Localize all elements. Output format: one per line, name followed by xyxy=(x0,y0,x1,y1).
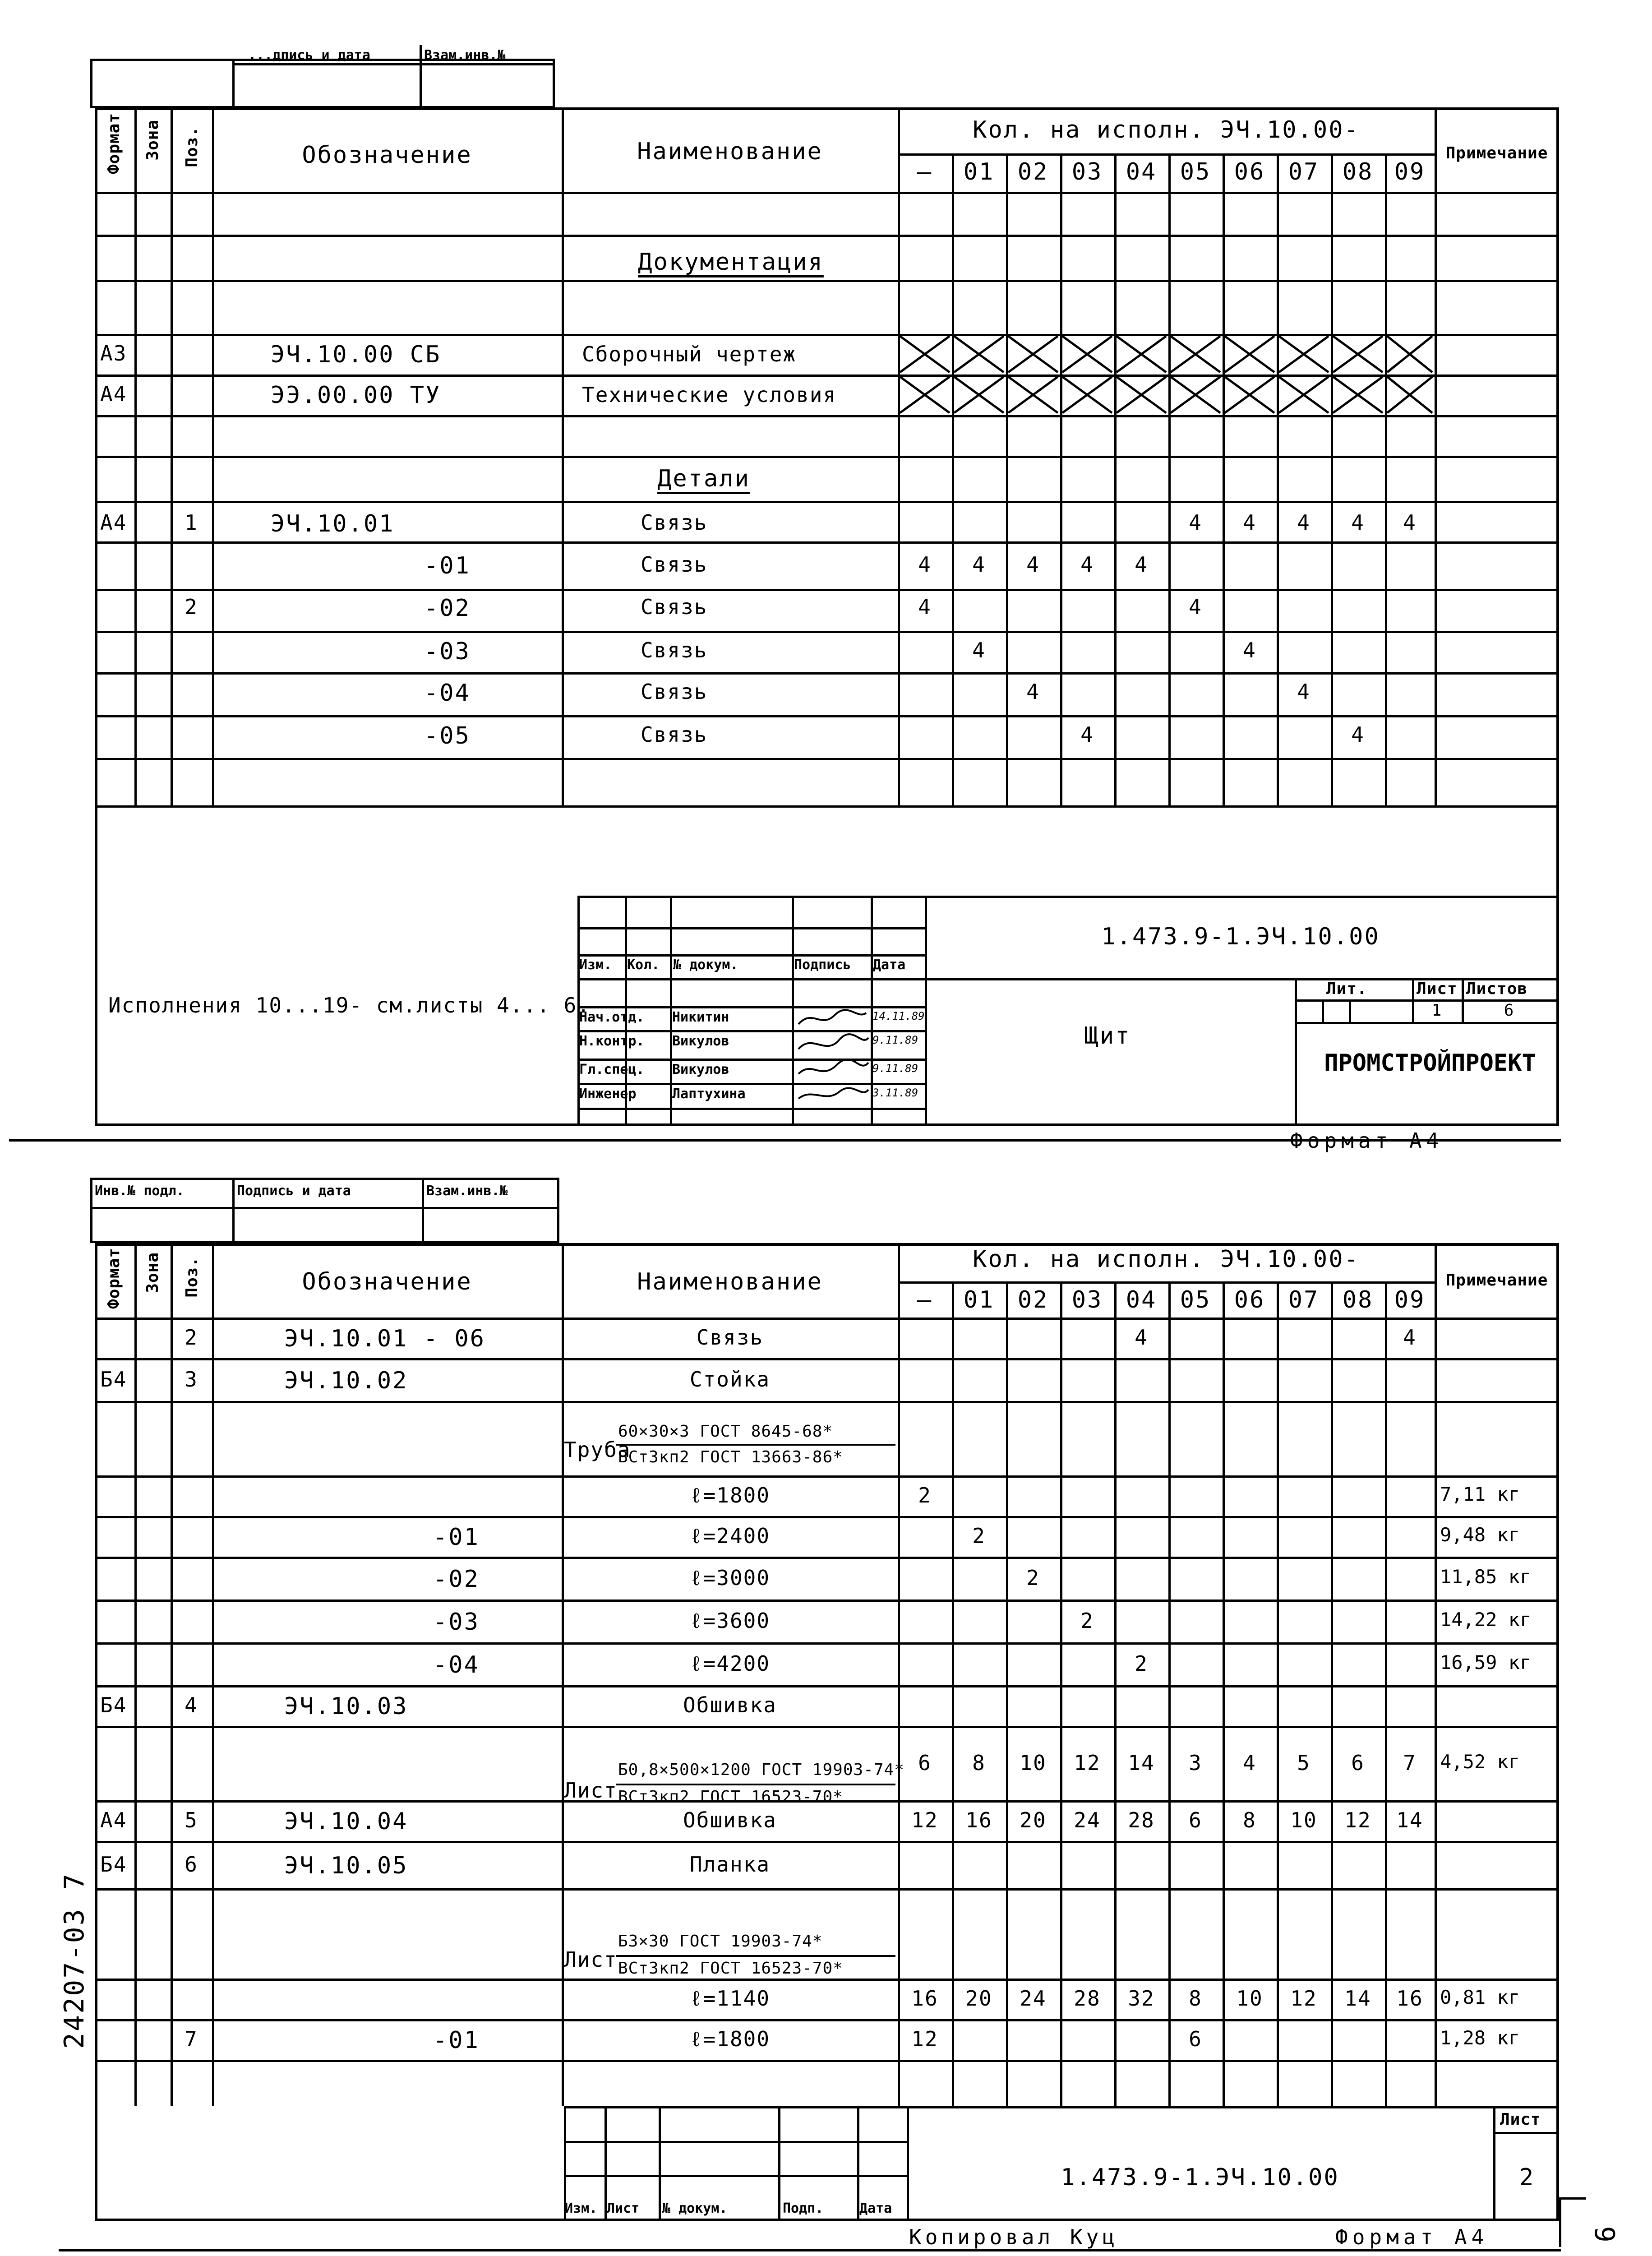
variant-header: 09 xyxy=(1394,1286,1426,1313)
row-name: Стойка xyxy=(689,1367,771,1392)
qty-cell: 10 xyxy=(1020,1751,1047,1775)
sheet1-variant-header: 05 xyxy=(1180,158,1211,185)
qty-cell: 16 xyxy=(965,1808,992,1832)
qty-cell: 3 xyxy=(1189,1751,1202,1775)
qty-cell: 4 xyxy=(972,552,986,577)
qty-cell: 20 xyxy=(1020,1808,1047,1832)
sign-date: 3.11.89 xyxy=(872,1086,918,1099)
qty-cell: 4 xyxy=(1135,1325,1148,1350)
row-position: 2 xyxy=(185,595,198,619)
sheet2-stamp-podpis-data: Подпись и дата xyxy=(237,1183,351,1199)
qty-cell: 10 xyxy=(1290,1808,1317,1832)
qty-cell: 8 xyxy=(1243,1808,1256,1832)
sheet1-lit-label: Лит. xyxy=(1326,980,1367,998)
row-name: Обшивка xyxy=(683,1808,777,1832)
sheet2-list-label: Лист xyxy=(1500,2110,1541,2129)
sheet1-stamp-podpis-data: ...дпись и дата xyxy=(248,47,370,63)
qty-cell: 28 xyxy=(1128,1808,1155,1832)
row-name: ℓ=3000 xyxy=(689,1566,771,1590)
margin-code: 24207-03 7 xyxy=(59,1872,90,2049)
sheet1-org-name: ПРОМСТРОЙПРОЕКТ xyxy=(1324,1049,1536,1077)
variant-header: 04 xyxy=(1126,1286,1157,1313)
row-position: 3 xyxy=(185,1367,198,1392)
sheet2-hdr-oboznachenie: Обозначение xyxy=(302,1268,472,1295)
qty-cell: 24 xyxy=(1020,1986,1047,2011)
sheet2-truba-num: 60×30×3 ГОСТ 8645-68* xyxy=(618,1422,833,1441)
sheet1-variant-header: 01 xyxy=(963,158,995,185)
sheet1-hdr-format: Формат xyxy=(105,113,123,175)
sheet1-tb-hdr-izm: Изм. xyxy=(579,957,612,973)
row-name: Связь xyxy=(641,595,708,619)
qty-cell: 2 xyxy=(972,1524,986,1548)
sheet2-hdr-kol: Кол. на исполн. ЭЧ.10.00- xyxy=(973,1246,1360,1273)
sheet2-list-obsh-num: Б0,8×500×1200 ГОСТ 19903-74* xyxy=(618,1761,904,1779)
qty-cell: 10 xyxy=(1236,1986,1263,2011)
row-code: -05 xyxy=(424,722,471,749)
sheet2-stamp-vzam-inv: Взам.инв.№ xyxy=(426,1183,508,1199)
row-format: Б4 xyxy=(100,1693,127,1717)
signer-role: Нач.отд. xyxy=(579,1009,645,1025)
signer-name: Викулов xyxy=(672,1062,729,1077)
qty-cell: 4 xyxy=(1080,722,1094,747)
row-code: -03 xyxy=(424,638,471,665)
sign-date: 14.11.89 xyxy=(872,1010,925,1022)
sheet1-list-value: 1 xyxy=(1431,1001,1442,1020)
qty-cell: 4 xyxy=(1351,510,1365,535)
qty-cell: 8 xyxy=(972,1751,986,1775)
variant-header: 01 xyxy=(963,1286,995,1313)
qty-cell: 14 xyxy=(1128,1751,1155,1775)
qty-cell: 2 xyxy=(1135,1651,1148,1676)
qty-cell: 4 xyxy=(1135,552,1148,577)
sheet2-tb-hdr-izm: Изм. xyxy=(565,2201,598,2216)
signer-role: Гл.спец. xyxy=(579,1062,645,1077)
row-name: Связь xyxy=(641,680,708,704)
row-code: -01 xyxy=(433,2027,480,2054)
row-code: ЭЧ.10.03 xyxy=(284,1693,408,1720)
sheet1-variant-header: 04 xyxy=(1126,158,1157,185)
row-name: ℓ=1800 xyxy=(689,2027,771,2051)
row-code: -04 xyxy=(433,1651,480,1678)
sheet1-format-label: Формат А4 xyxy=(1290,1128,1444,1153)
row-name: ℓ=4200 xyxy=(689,1651,771,1676)
sheet2-tb-hdr-ndoc: № докум. xyxy=(662,2201,728,2216)
qty-cell: 4 xyxy=(1351,722,1365,747)
sheet1-hdr-kol: Кол. на исполн. ЭЧ.10.00- xyxy=(973,116,1360,143)
signature-scribbles xyxy=(794,1006,871,1110)
variant-header: 07 xyxy=(1288,1286,1320,1313)
row-name: Связь xyxy=(641,638,708,662)
sheet1-variant-header: – xyxy=(917,158,933,185)
variant-header: 05 xyxy=(1180,1286,1211,1313)
sheet2-copied-by: Копировал Куц xyxy=(909,2225,1119,2249)
row-code: -01 xyxy=(424,552,471,579)
sheet2-stamp-inv-podl: Инв.№ подл. xyxy=(95,1183,185,1199)
qty-cell: 2 xyxy=(1080,1609,1094,1633)
sheet2-list-obsh-den: ВСт3кп2 ГОСТ 16523-70* xyxy=(618,1788,843,1806)
sheet1-variant-header: 07 xyxy=(1288,158,1320,185)
sheet1-tb-hdr-kol: Кол. xyxy=(627,957,660,973)
qty-cell: 28 xyxy=(1074,1986,1101,2011)
qty-cell: 8 xyxy=(1189,1986,1202,2011)
row-name: ℓ=1800 xyxy=(689,1483,771,1507)
row-code: ЭЧ.10.02 xyxy=(284,1367,408,1394)
row-position: 5 xyxy=(185,1808,198,1832)
row-code: -02 xyxy=(433,1566,480,1593)
row-name: ℓ=2400 xyxy=(689,1524,771,1548)
sheet1-doc-code: 1.473.9-1.ЭЧ.10.00 xyxy=(1101,923,1380,950)
qty-cell: 20 xyxy=(965,1986,992,2011)
signer-role: Инженер xyxy=(579,1086,637,1102)
row-name: ℓ=3600 xyxy=(689,1609,771,1633)
sheet1-hdr-oboznachenie: Обозначение xyxy=(302,142,472,169)
qty-cell: 12 xyxy=(1074,1751,1101,1775)
row-code: -02 xyxy=(424,595,471,622)
qty-cell: 2 xyxy=(1026,1566,1040,1590)
sheet2-list-obsh-label: Лист xyxy=(564,1778,618,1803)
sheet1-corner-stamp xyxy=(90,59,555,108)
qty-cell: 4 xyxy=(918,595,932,619)
sheet1-row-name: Сборочный чертеж xyxy=(582,342,797,366)
sheet1-note: Исполнения 10...19- см.листы 4... 6. xyxy=(108,993,591,1017)
qty-cell: 4 xyxy=(1297,510,1311,535)
qty-cell: 4 xyxy=(1243,510,1256,535)
qty-cell: 4 xyxy=(1403,510,1417,535)
sheet1-frame xyxy=(95,107,1559,1126)
sheet2-list-plan-num: Б3×30 ГОСТ 19903-74* xyxy=(618,1932,823,1951)
row-name: Планка xyxy=(689,1852,771,1877)
qty-cell: 12 xyxy=(1344,1808,1371,1832)
sign-date: 9.11.89 xyxy=(872,1062,918,1075)
variant-header: – xyxy=(917,1286,933,1313)
sheet1-tb-hdr-ndoc: № докум. xyxy=(673,957,738,973)
qty-cell: 4 xyxy=(1189,595,1202,619)
qty-cell: 6 xyxy=(1189,1808,1202,1832)
signer-role: Н.контр. xyxy=(579,1033,645,1049)
row-note: 4,52 кг xyxy=(1440,1751,1520,1773)
variant-header: 02 xyxy=(1017,1286,1049,1313)
qty-cell: 16 xyxy=(1396,1986,1423,2011)
sheet1-variant-header: 09 xyxy=(1394,158,1426,185)
qty-cell: 12 xyxy=(911,1808,938,1832)
sheet1-list-label: Лист xyxy=(1417,980,1458,998)
row-position: 1 xyxy=(185,510,198,535)
sheet1-section-documentation: Документация xyxy=(638,249,824,276)
row-code: -01 xyxy=(433,1524,480,1551)
corner-page-number: 6 xyxy=(1590,2224,1622,2242)
sheet1-section-details: Детали xyxy=(657,465,750,492)
qty-cell: 32 xyxy=(1128,1986,1155,2011)
sheet1-listov-value: 6 xyxy=(1504,1001,1514,1020)
sheet1-row-name: Технические условия xyxy=(582,383,837,407)
signer-name: Никитин xyxy=(672,1009,729,1025)
signer-name: Викулов xyxy=(672,1033,729,1049)
row-note: 16,59 кг xyxy=(1440,1651,1532,1674)
sheet1-variant-header: 08 xyxy=(1342,158,1374,185)
row-format: А4 xyxy=(100,510,127,535)
sheet1-x-marks xyxy=(898,334,1435,415)
row-code: ЭЧ.10.05 xyxy=(284,1852,408,1879)
variant-header: 06 xyxy=(1234,1286,1265,1313)
row-code: ЭЧ.10.01 - 06 xyxy=(284,1325,485,1352)
qty-cell: 14 xyxy=(1344,1986,1371,2011)
sheet2-list-value: 2 xyxy=(1519,2164,1535,2191)
sheet1-listov-label: Листов xyxy=(1466,980,1528,998)
row-position: 4 xyxy=(185,1693,198,1717)
sheet2-truba-label: Труба xyxy=(564,1438,631,1462)
row-name: Связь xyxy=(641,552,708,577)
row-name: Обшивка xyxy=(683,1693,777,1717)
qty-cell: 4 xyxy=(1080,552,1094,577)
variant-header: 03 xyxy=(1071,1286,1103,1313)
sheet1-hdr-naimenovanie: Наименование xyxy=(637,138,823,165)
qty-cell: 4 xyxy=(1189,510,1202,535)
sheet2-list-plan-den: ВСт3кп2 ГОСТ 16523-70* xyxy=(618,1959,843,1978)
sheet1-variant-header: 06 xyxy=(1234,158,1265,185)
row-code: -03 xyxy=(433,1609,480,1636)
sheet1-row-code: ЭЧ.10.00 СБ xyxy=(271,341,441,368)
sheet1-row-format: А4 xyxy=(100,382,127,406)
sheet1-hdr-zona: Зона xyxy=(143,120,162,161)
row-name: Связь xyxy=(641,722,708,747)
sheet1-stamp-vzam-inv: Взам.инв.№ xyxy=(424,47,506,63)
row-note: 0,81 кг xyxy=(1440,1986,1520,2008)
row-name: Связь xyxy=(696,1325,764,1350)
qty-cell: 12 xyxy=(911,2027,938,2051)
row-code: ЭЧ.10.01 xyxy=(271,510,395,537)
qty-cell: 7 xyxy=(1403,1751,1417,1775)
qty-cell: 4 xyxy=(972,638,986,662)
row-format: Б4 xyxy=(100,1367,127,1392)
sheet1-variant-header: 03 xyxy=(1071,158,1103,185)
qty-cell: 6 xyxy=(1351,1751,1365,1775)
row-position: 6 xyxy=(185,1852,198,1877)
sheet2-tb-hdr-data: Дата xyxy=(859,2201,892,2216)
row-position: 7 xyxy=(185,2027,198,2051)
signer-name: Лаптухина xyxy=(672,1086,746,1102)
sheet2-tb-hdr-list: Лист xyxy=(607,2201,640,2216)
sheet2-list-plan-label: Лист xyxy=(564,1947,618,1972)
qty-cell: 2 xyxy=(918,1483,932,1507)
sheet2-hdr-format: Формат xyxy=(105,1248,123,1309)
sheet2-truba-den: ВСт3кп2 ГОСТ 13663-86* xyxy=(618,1448,843,1466)
row-position: 2 xyxy=(185,1325,198,1350)
sheet2-format-label: Формат А4 xyxy=(1335,2225,1489,2249)
row-name: Связь xyxy=(641,510,708,535)
sheet1-hdr-primechanie: Примечание xyxy=(1445,144,1548,162)
sheet2-doc-code: 1.473.9-1.ЭЧ.10.00 xyxy=(1061,2164,1339,2191)
sheet2-tb-hdr-podp: Подп. xyxy=(783,2201,824,2216)
sheet1-tb-hdr-podpis: Подпись xyxy=(794,957,851,973)
row-code: ЭЧ.10.04 xyxy=(284,1808,408,1835)
qty-cell: 12 xyxy=(1290,1986,1317,2011)
row-note: 11,85 кг xyxy=(1440,1566,1532,1588)
qty-cell: 6 xyxy=(1189,2027,1202,2051)
qty-cell: 4 xyxy=(1243,638,1256,662)
sheet2-hdr-poz: Поз. xyxy=(183,1257,201,1298)
sheet1-hdr-poz: Поз. xyxy=(183,126,201,167)
qty-cell: 16 xyxy=(911,1986,938,2011)
row-name: ℓ=1140 xyxy=(689,1986,771,2011)
qty-cell: 6 xyxy=(918,1751,932,1775)
sign-date: 9.11.89 xyxy=(872,1034,918,1046)
qty-cell: 4 xyxy=(1026,680,1040,704)
qty-cell: 24 xyxy=(1074,1808,1101,1832)
sheet1-row-code: ЭЭ.00.00 ТУ xyxy=(271,382,441,409)
qty-cell: 5 xyxy=(1297,1751,1311,1775)
sheet1-row-format: А3 xyxy=(100,341,127,365)
variant-header: 08 xyxy=(1342,1286,1374,1313)
qty-cell: 4 xyxy=(918,552,932,577)
row-format: А4 xyxy=(100,1808,127,1832)
qty-cell: 14 xyxy=(1396,1808,1423,1832)
sheet1-tb-hdr-data: Дата xyxy=(873,957,906,973)
qty-cell: 4 xyxy=(1297,680,1311,704)
qty-cell: 4 xyxy=(1403,1325,1417,1350)
row-note: 14,22 кг xyxy=(1440,1609,1532,1631)
qty-cell: 4 xyxy=(1243,1751,1256,1775)
sheet1-title: Щит xyxy=(1084,1022,1131,1049)
sheet2-hdr-naimenovanie: Наименование xyxy=(637,1268,823,1295)
row-code: -04 xyxy=(424,680,471,707)
row-note: 1,28 кг xyxy=(1440,2027,1520,2049)
sheet2-hdr-zona: Зона xyxy=(143,1252,162,1293)
row-format: Б4 xyxy=(100,1852,127,1877)
row-note: 9,48 кг xyxy=(1440,1524,1520,1546)
sheet1-variant-header: 02 xyxy=(1017,158,1049,185)
row-note: 7,11 кг xyxy=(1440,1483,1520,1505)
sheet2-hdr-primechanie: Примечание xyxy=(1445,1271,1548,1290)
qty-cell: 4 xyxy=(1026,552,1040,577)
